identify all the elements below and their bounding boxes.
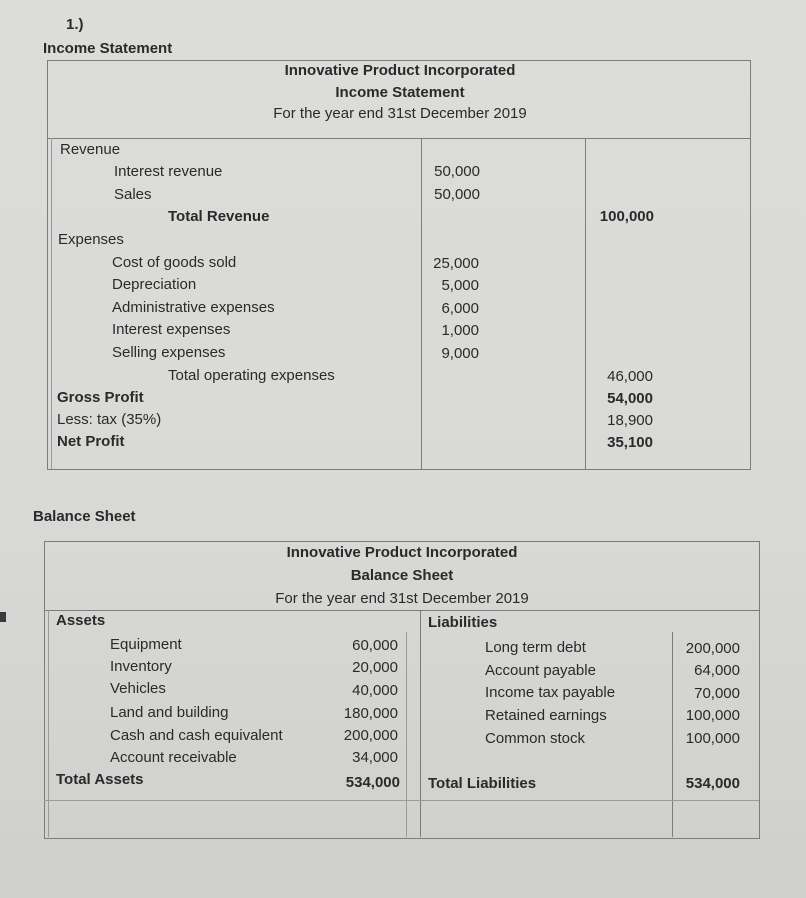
- liability-item-label: Retained earnings: [485, 707, 607, 724]
- liability-item-label: Account payable: [485, 662, 596, 679]
- expense-item-label: Administrative expenses: [112, 299, 275, 316]
- total-assets-value: 534,000: [345, 774, 400, 791]
- total-opex-value: 46,000: [607, 368, 653, 385]
- income-period: For the year end 31st December 2019: [273, 105, 527, 122]
- asset-item-label: Account receivable: [110, 749, 237, 766]
- liability-item-value: 200,000: [685, 640, 740, 657]
- expense-item-label: Depreciation: [112, 276, 197, 293]
- liability-item-value: 100,000: [685, 707, 740, 724]
- revenue-item-label: Sales: [114, 186, 152, 203]
- question-number: 1.): [66, 16, 84, 33]
- balance-title: Balance Sheet: [350, 567, 454, 584]
- expense-item-value: 6,000: [441, 300, 479, 317]
- asset-item-value: 34,000: [352, 749, 398, 766]
- asset-item-value: 20,000: [352, 659, 398, 676]
- total-assets-label: Total Assets: [56, 771, 144, 788]
- assets-label: Assets: [56, 612, 106, 629]
- revenue-item-value: 50,000: [434, 163, 480, 180]
- balance-period: For the year end 31st December 2019: [275, 590, 529, 607]
- balance-company-name: Innovative Product Incorporated: [286, 544, 518, 561]
- net-profit-value: 35,100: [607, 434, 653, 451]
- liability-item-label: Long term debt: [485, 639, 586, 656]
- asset-item-value: 60,000: [352, 637, 398, 654]
- total-opex-label: Total operating expenses: [168, 367, 335, 384]
- expense-item-label: Cost of goods sold: [112, 254, 237, 271]
- liabilities-label: Liabilities: [428, 614, 498, 631]
- net-profit-label: Net Profit: [57, 433, 125, 450]
- total-liabilities-label: Total Liabilities: [428, 775, 537, 792]
- margin-mark: [0, 612, 6, 622]
- expense-item-value: 5,000: [441, 277, 479, 294]
- revenue-label: Revenue: [60, 141, 121, 158]
- expense-item-value: 25,000: [433, 255, 479, 272]
- total-revenue-label: Total Revenue: [168, 208, 270, 225]
- balance-section-label: Balance Sheet: [33, 508, 136, 525]
- asset-item-label: Land and building: [110, 704, 229, 721]
- asset-item-value: 40,000: [352, 682, 398, 699]
- asset-item-label: Inventory: [110, 658, 172, 675]
- liability-item-value: 100,000: [685, 730, 740, 747]
- liability-item-value: 70,000: [694, 685, 740, 702]
- revenue-item-value: 50,000: [434, 186, 480, 203]
- expense-item-label: Selling expenses: [112, 344, 226, 361]
- expenses-label: Expenses: [58, 231, 124, 248]
- asset-item-value: 200,000: [343, 727, 398, 744]
- expense-item-value: 1,000: [441, 322, 479, 339]
- asset-item-label: Vehicles: [110, 680, 166, 697]
- liability-item-label: Common stock: [485, 730, 586, 747]
- gross-profit-label: Gross Profit: [57, 389, 144, 406]
- income-section-label: Income Statement: [43, 40, 173, 57]
- tax-label: Less: tax (35%): [57, 411, 162, 428]
- total-revenue-value: 100,000: [599, 208, 654, 225]
- gross-profit-value: 54,000: [607, 390, 653, 407]
- total-liabilities-value: 534,000: [685, 775, 740, 792]
- asset-item-label: Equipment: [110, 636, 182, 653]
- expense-item-label: Interest expenses: [112, 321, 231, 338]
- asset-item-value: 180,000: [343, 705, 398, 722]
- expense-item-value: 9,000: [441, 345, 479, 362]
- asset-item-label: Cash and cash equivalent: [110, 727, 283, 744]
- tax-value: 18,900: [607, 412, 653, 429]
- income-company-name: Innovative Product Incorporated: [284, 62, 516, 79]
- revenue-item-label: Interest revenue: [114, 163, 223, 180]
- income-title: Income Statement: [335, 84, 465, 101]
- liability-item-label: Income tax payable: [485, 684, 616, 701]
- liability-item-value: 64,000: [694, 662, 740, 679]
